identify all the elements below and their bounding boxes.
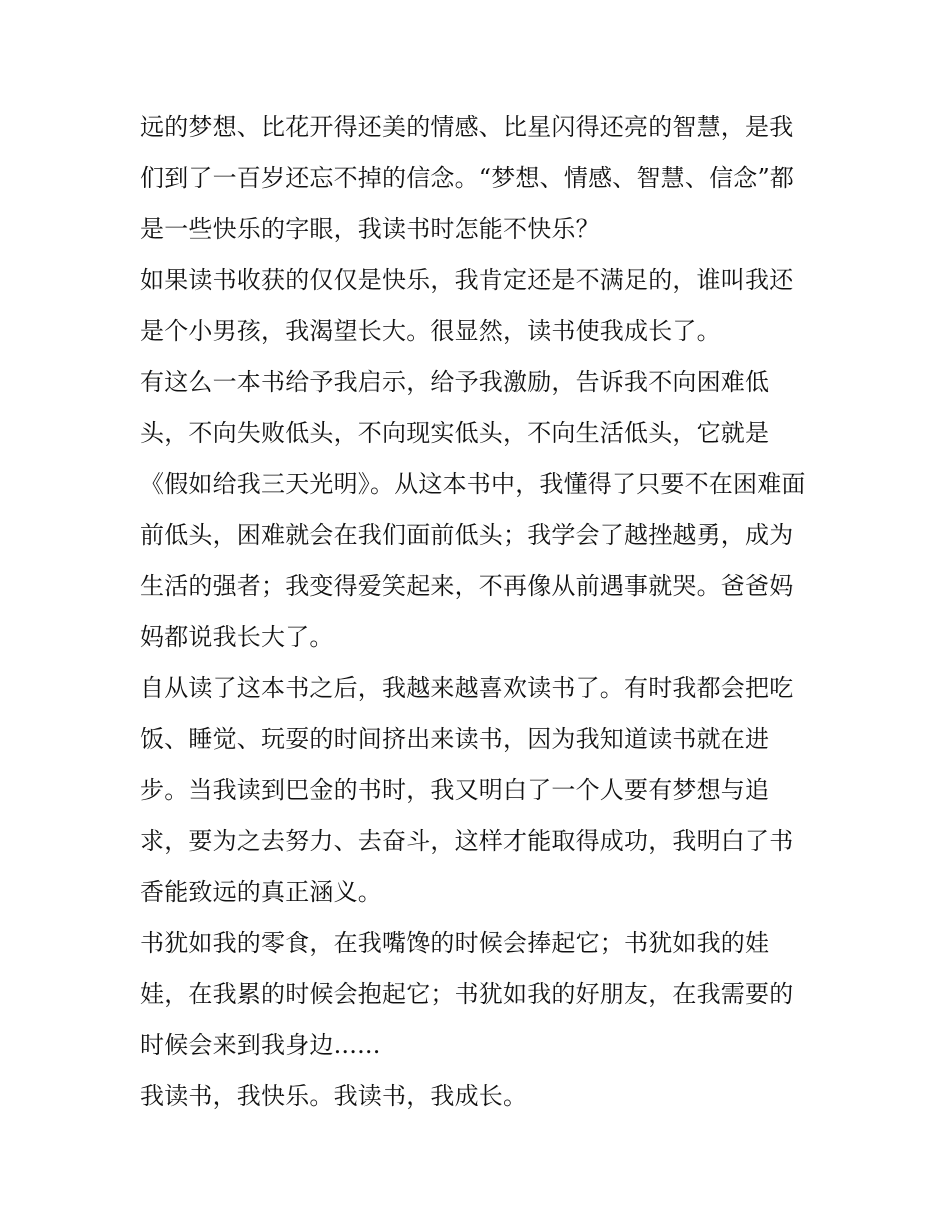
paragraph-1: 远的梦想、比花开得还美的情感、比星闪得还亮的智慧，是我们到了一百岁还忘不掉的信念。“梦想、情感、智慧、信念”都是一些快乐的字眼，我读书时怎能不快乐？ (140, 113, 795, 243)
paragraph-6: 我读书，我快乐。我读书，我成长。 (140, 1082, 528, 1110)
paragraph-4: 自从读了这本书之后，我越来越喜欢读书了。有时我都会把吃饭、睡觉、玩耍的时间挤出来读书，因为我知道读书就在进步。当我读到巴金的书时，我又明白了一个人要有梦想与追求，要为之去努力、去奋斗，这样才能取得成功，我明白了书香能致远的真正涵义。 (140, 674, 794, 906)
paragraph-2: 如果读书收获的仅仅是快乐，我肯定还是不满足的，谁叫我还是个小男孩，我渴望长大。很显然，读书使我成长了。 (140, 266, 794, 345)
paragraph-3: 有这么一本书给予我启示，给予我激励，告诉我不向困难低头，不向失败低头，不向现实低头，不向生活低头，它就是《假如给我三天光明》。从这本书中，我懂得了只要不在困难面前低头，困难就会在我们面前低头；我学会了越挫越勇，成为生活的强者；我变得爱笑起来，不再像从前遇事就哭。爸爸妈妈都说我长大了。 (140, 368, 806, 651)
essay-body (140, 102, 816, 1122)
paragraph-5: 书犹如我的零食，在我嘴馋的时候会捧起它；书犹如我的娃娃，在我累的时候会抱起它；书犹如我的好朋友，在我需要的时候会来到我身边...... (140, 929, 794, 1059)
